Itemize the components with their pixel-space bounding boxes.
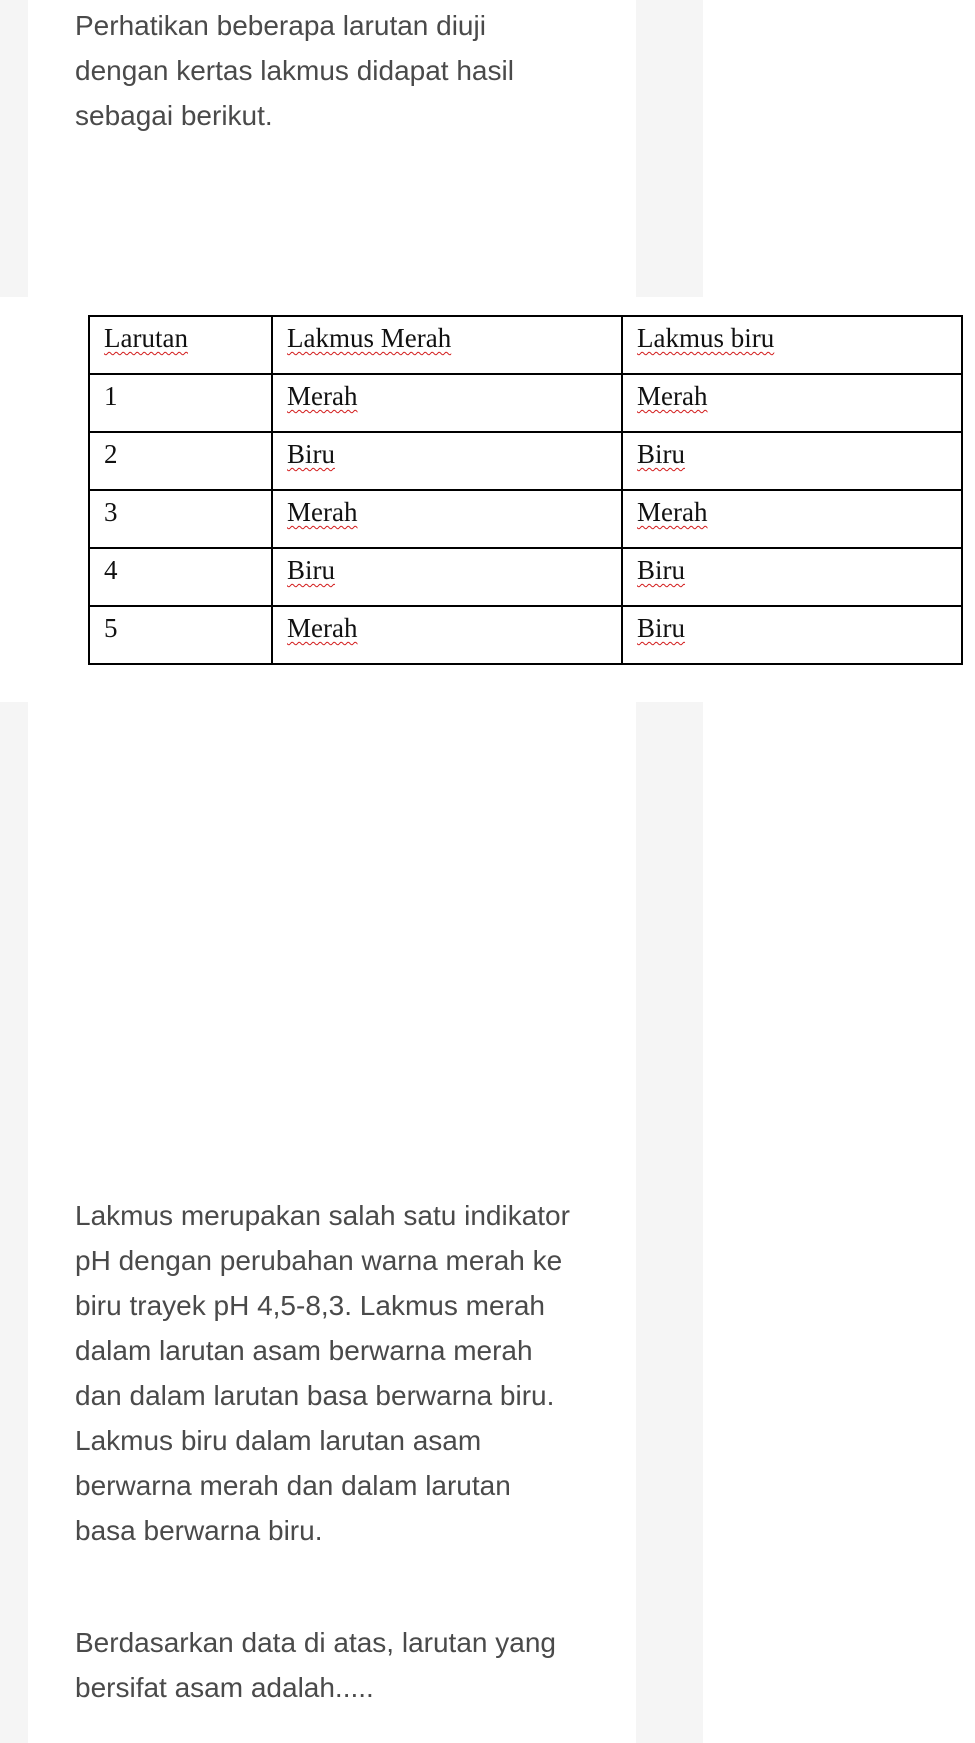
table-cell: Biru <box>622 548 962 606</box>
table-cell: Biru <box>272 432 622 490</box>
table-row <box>89 548 962 606</box>
table-header-row <box>89 316 962 374</box>
table-cell: 5 <box>89 606 272 664</box>
table-cell: Merah <box>622 490 962 548</box>
table-cell: Merah <box>272 374 622 432</box>
table-cell: Merah <box>272 490 622 548</box>
table-cell: 2 <box>89 432 272 490</box>
table-cell: 4 <box>89 548 272 606</box>
table-cell: Biru <box>272 548 622 606</box>
table-cell: 3 <box>89 490 272 548</box>
table-row <box>89 606 962 664</box>
litmus-results-table <box>88 315 963 665</box>
table-cell: 1 <box>89 374 272 432</box>
intro-paragraph: Perhatikan beberapa larutan diuji dengan kertas lakmus didapat hasil sebagai berikut. <box>75 10 514 131</box>
table-row <box>89 374 962 432</box>
right-gutter <box>636 0 703 1743</box>
explanation-paragraph: Lakmus merupakan salah satu indikator pH dengan perubahan warna merah ke biru trayek pH 4,5-8,3. Lakmus merah dalam larutan asam berwarna merah dan dalam larutan basa berwarna biru. Lakmus biru dalam larutan asam berwarna merah dan dalam larutan basa berwarna biru. <box>75 1200 570 1546</box>
table-row <box>89 432 962 490</box>
header-cell: Lakmus biru <box>622 316 962 374</box>
question-paragraph: Berdasarkan data di atas, larutan yang bersifat asam adalah..... <box>75 1627 556 1703</box>
litmus-table-image <box>0 297 975 702</box>
header-cell: Lakmus Merah <box>272 316 622 374</box>
table-cell: Merah <box>622 374 962 432</box>
table-row <box>89 490 962 548</box>
table-cell: Merah <box>272 606 622 664</box>
table-cell: Biru <box>622 432 962 490</box>
left-margin <box>0 0 28 1743</box>
table-cell: Biru <box>622 606 962 664</box>
header-cell: Larutan <box>89 316 272 374</box>
